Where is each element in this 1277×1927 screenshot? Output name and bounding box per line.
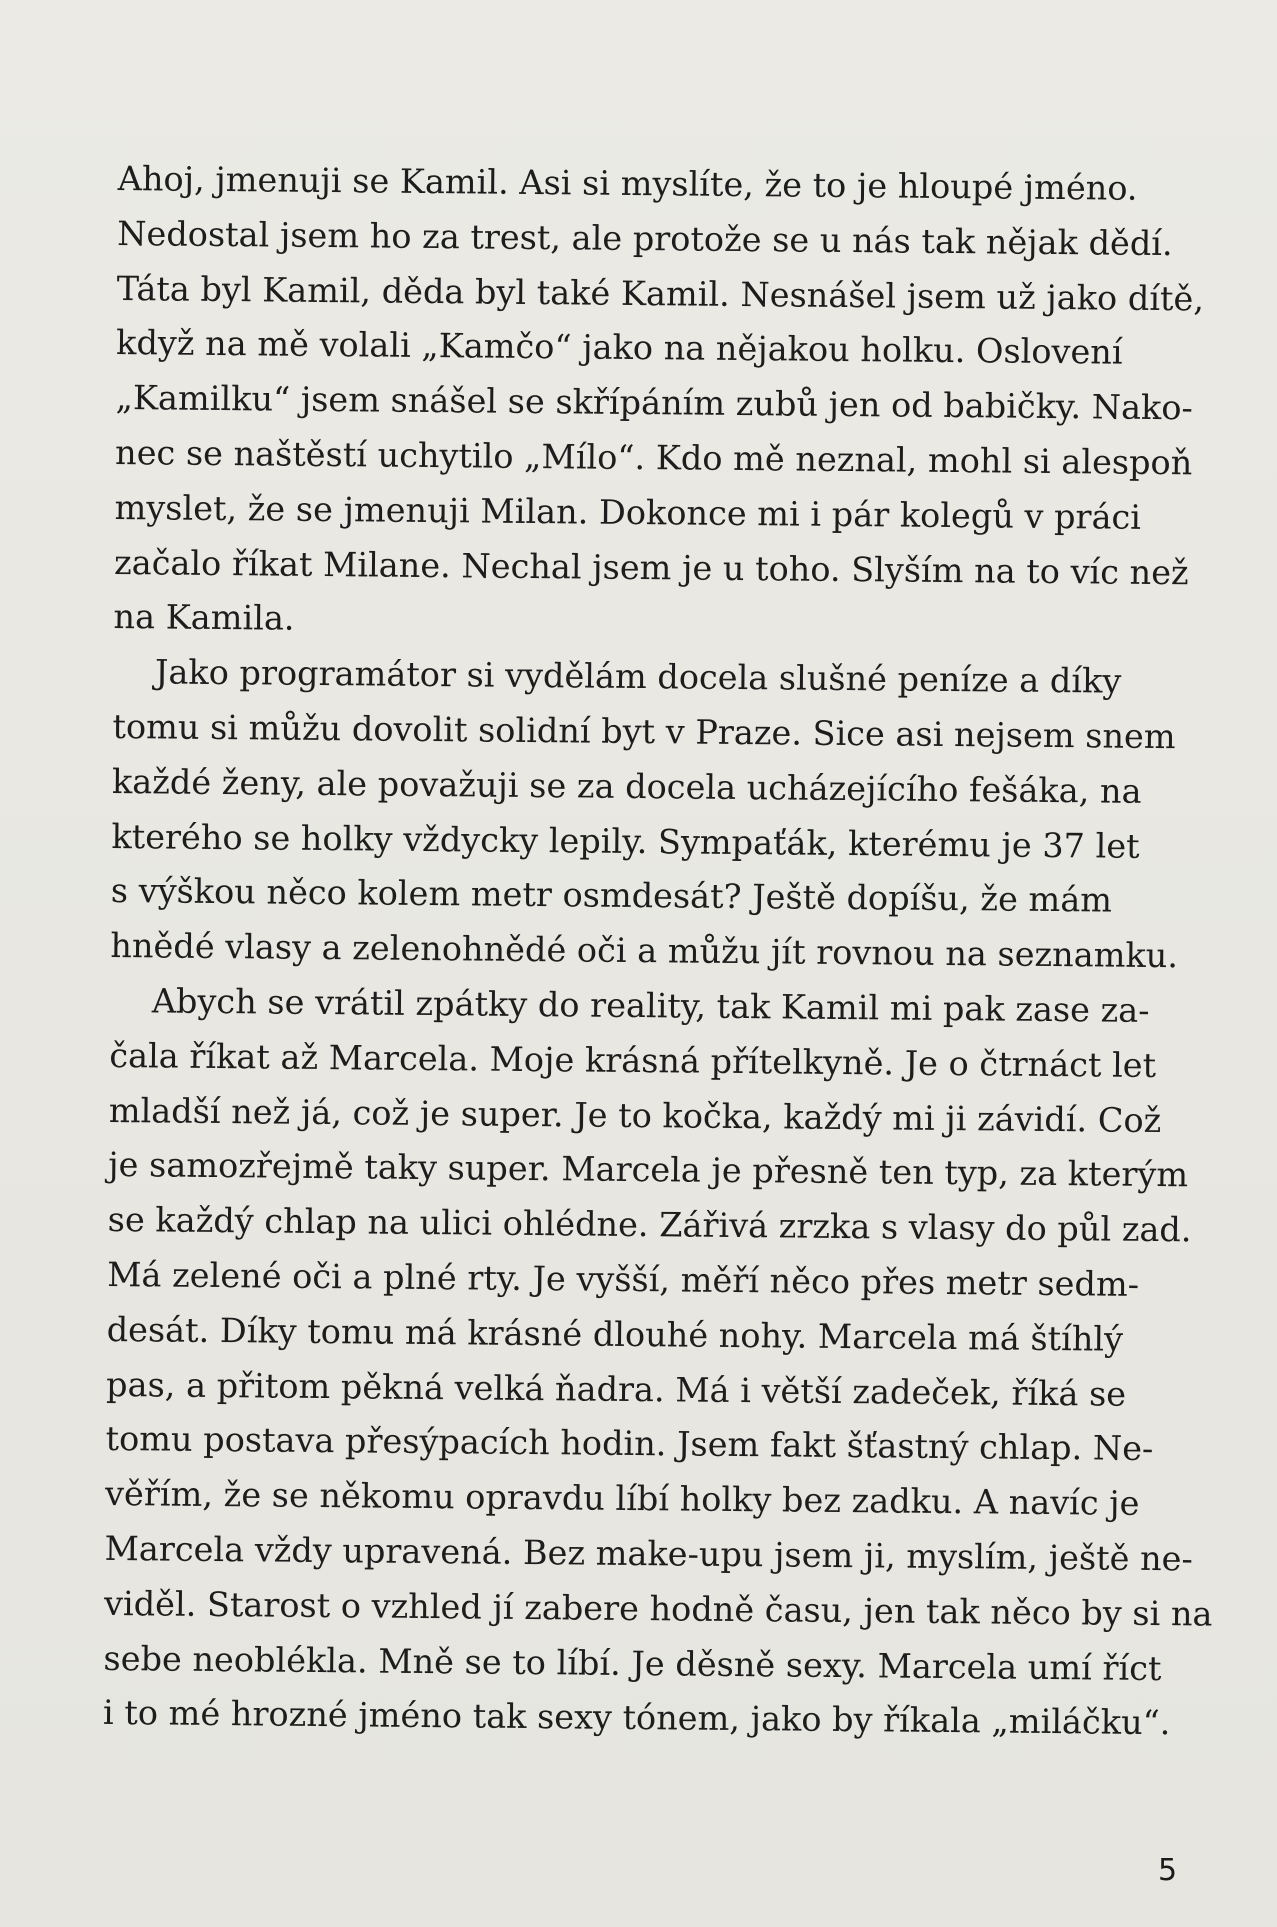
text-line: tomu postava přesýpacích hodin. Jsem fakt šťastný chlap. Ne-: [105, 1419, 1154, 1469]
paragraph-2: [110, 645, 1179, 983]
text-line: Abych se vrátil zpátky do reality, tak Kamil mi pak zase za-: [151, 981, 1150, 1030]
text-line: pas, a přitom pěkná velká ňadra. Má i větší zadeček, říká se: [105, 1364, 1127, 1414]
paragraph-3: [102, 974, 1213, 1750]
text-line: začalo říkat Milane. Nechal jsem je u toho. Slyším na to víc než: [113, 542, 1189, 592]
text-line: Jako programátor si vydělám docela slušné peníze a díky: [154, 652, 1122, 701]
text-line: Ahoj, jmenuji se Kamil. Asi si myslíte, že to je hloupé jméno.: [117, 158, 1138, 208]
text-line: i to mé hrozné jméno tak sexy tónem, jako by říkala „miláčku“.: [102, 1693, 1171, 1743]
text-line: každé ženy, ale považuji se za docela ucházejícího fešáka, na: [111, 761, 1142, 811]
text-line: sebe neoblékla. Mně se to líbí. Je děsně sexy. Marcela umí říct: [103, 1638, 1162, 1688]
text-line: Táta byl Kamil, děda byl také Kamil. Nesnášel jsem už jako dítě,: [116, 268, 1205, 319]
text-line: tomu si můžu dovolit solidní byt v Praze. Sice asi nejsem snem: [112, 706, 1176, 757]
text-line: na Kamila.: [113, 597, 295, 639]
text-line: myslet, že se jmenuji Milan. Dokonce mi i pár kolegů v práci: [114, 487, 1142, 537]
text-line: Má zelené oči a plné rty. Je vyšší, měří něco přes metr sedm-: [107, 1254, 1140, 1304]
text-line: je samozřejmě taky super. Marcela je přesně ten typ, za kterým: [108, 1145, 1189, 1195]
text-line: věřím, že se někomu opravdu líbí holky bez zadku. A navíc je: [104, 1474, 1140, 1523]
text-line: desát. Díky tomu má krásné dlouhé nohy. Marcela má štíhlý: [106, 1309, 1124, 1359]
text-line: hnědé vlasy a zelenohnědé oči a můžu jít rovnou na seznamku.: [110, 926, 1179, 976]
text-line: když na mě volali „Kamčo“ jako na nějakou holku. Oslovení: [115, 323, 1123, 373]
body-text: [102, 152, 1213, 1750]
text-line: viděl. Starost o vzhled jí zabere hodně času, jen tak něco by si na: [103, 1583, 1213, 1634]
text-line: Marcela vždy upravená. Bez make-upu jsem ji, myslím, ještě ne-: [104, 1528, 1193, 1579]
text-line: „Kamilku“ jsem snášel se skřípáním zubů jen od babičky. Nako-: [115, 378, 1193, 428]
text-line: s výškou něco kolem metr osmdesát? Ještě dopíšu, že mám: [110, 871, 1113, 920]
text-line: čala říkat až Marcela. Moje krásná přítelkyně. Je o čtrnáct let: [109, 1035, 1157, 1085]
page-number: 5: [1158, 1853, 1178, 1888]
paragraph-1: [113, 152, 1205, 655]
text-line: nec se naštěstí uchytilo „Mílo“. Kdo mě neznal, mohl si alespoň: [114, 432, 1193, 483]
text-line: mladší než já, což je super. Je to kočka, každý mi ji závidí. Což: [108, 1090, 1162, 1140]
text-line: se každý chlap na ulici ohlédne. Zářivá zrzka s vlasy do půl zad.: [107, 1200, 1192, 1250]
text-line: Nedostal jsem ho za trest, ale protože se u nás tak nějak dědí.: [117, 213, 1173, 263]
text-line: kterého se holky vždycky lepily. Sympaťák, kterému je 37 let: [111, 816, 1140, 866]
